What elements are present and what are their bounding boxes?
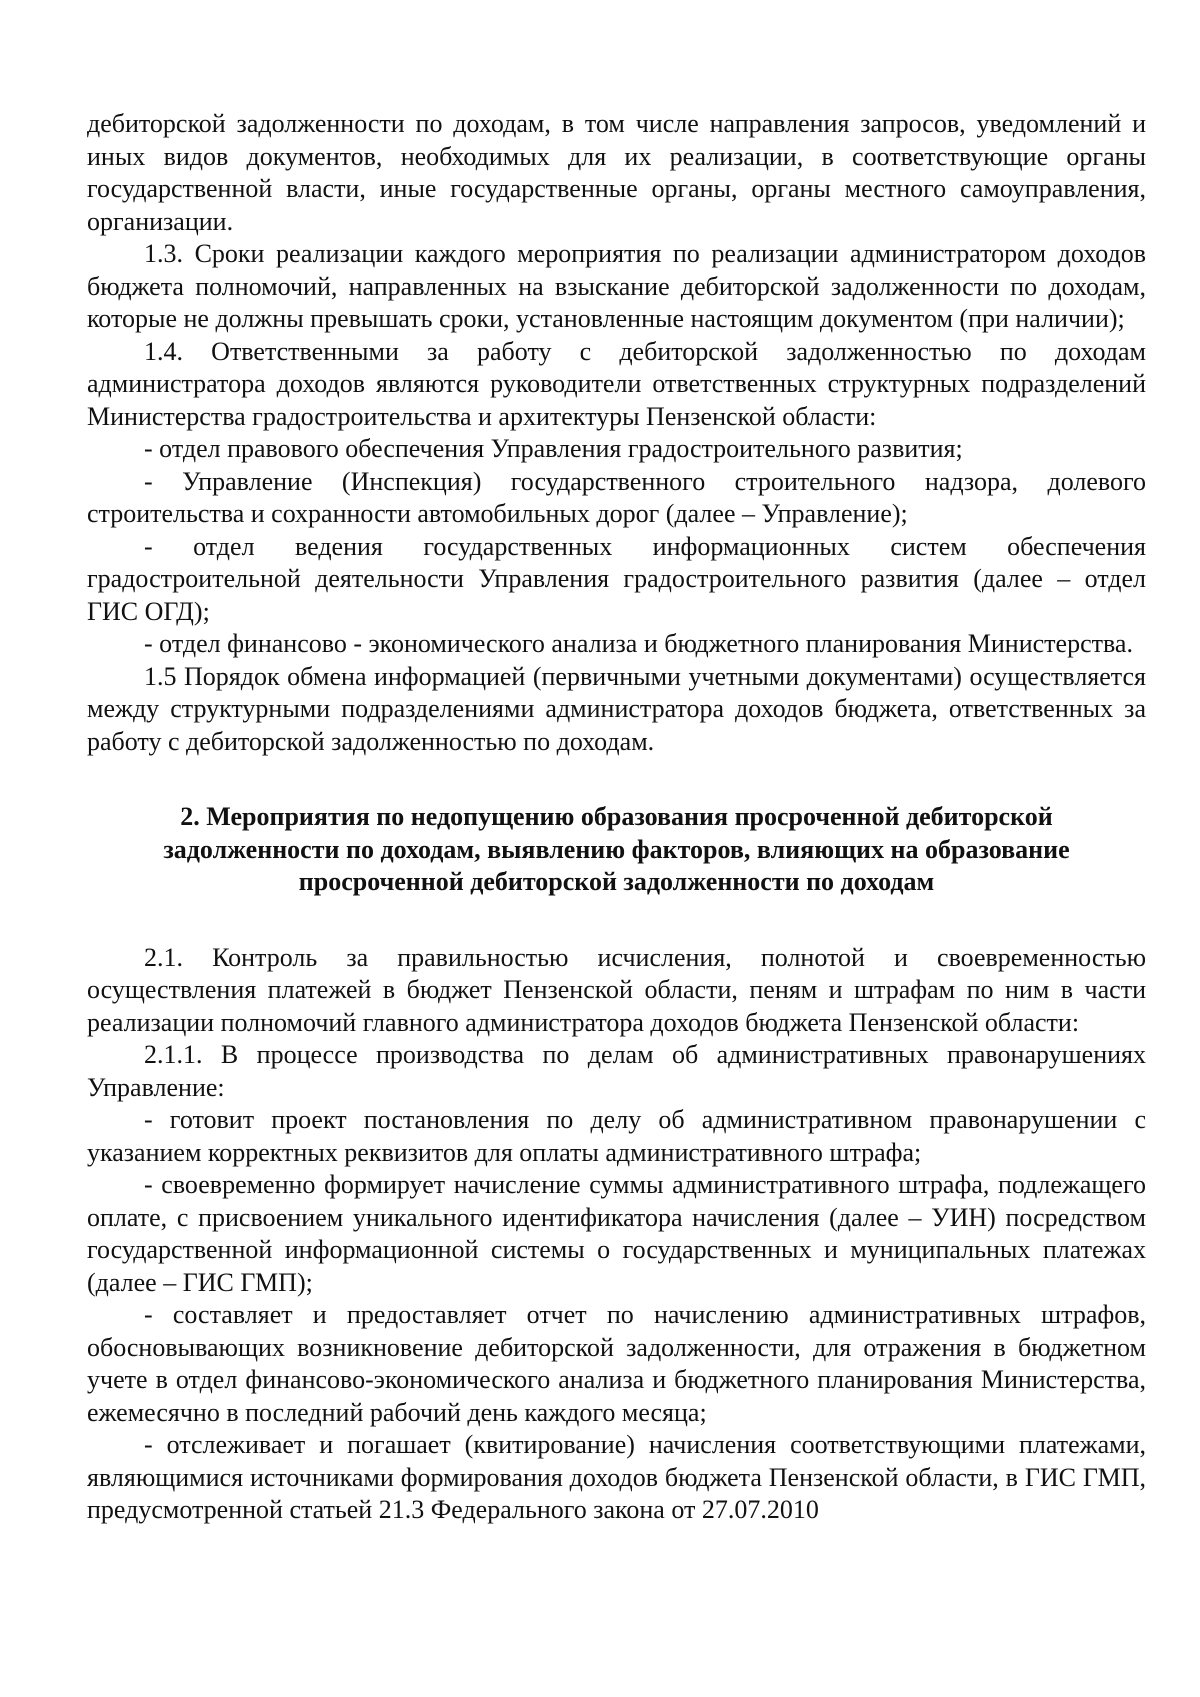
list-item-finance-department: - отдел финансово - экономического анализа и бюджетного планирования Министерства. (144, 629, 1133, 658)
list-item-gis-department: - отдел ведения государственных информационных систем обеспечения градостроительной деятельности Управления градостроительного развития (далее – отдел ГИС ОГД); (87, 531, 1146, 626)
list-item-forms-accrual: - своевременно формирует начисление суммы административного штрафа, подлежащего оплате, с присвоением уникального идентификатора начисления (далее – УИН) посредством государственной информационной системы о государственных и муниципальных платежах (далее – ГИС ГМП); (87, 1170, 1146, 1297)
list-item-report: - составляет и предоставляет отчет по начислению административных штрафов, обосновывающих возникновение дебиторской задолженности, для отражения в бюджетном учете в отдел финансово-экономического анализа и бюджетного планирования Министерства, ежемесячно в последний рабочий день каждого месяца; (87, 1300, 1146, 1427)
list-item-tracks-payments: - отслеживает и погашает (квитирование) начисления соответствующими платежами, являющимися источниками формирования доходов бюджета Пензенской области, в ГИС ГМП, предусмотренной статьей 21.3 Федерального закона от 27.07.2010 (87, 1430, 1146, 1524)
paragraph-1-4: 1.4. Ответственными за работу с дебиторской задолженностью по доходам администратора доходов являются руководители ответственных структурных подразделений Министерства градостроительства и архитектуры Пензенской области: (87, 336, 1146, 431)
list-item-prepares-resolution: - готовит проект постановления по делу об административном правонарушении с указанием корректных реквизитов для оплаты административного штрафа; (87, 1105, 1146, 1167)
paragraph-2-1: 2.1. Контроль за правильностью исчисления, полнотой и своевременностью осуществления платежей в бюджет Пензенской области, пеням и штрафам по ним в части реализации полномочий главного администратора доходов бюджета Пензенской области: (87, 942, 1146, 1037)
list-item-legal-department: - отдел правового обеспечения Управления градостроительного развития; (144, 434, 963, 463)
list-item-inspection: - Управление (Инспекция) государственного строительного надзора, долевого строительства и сохранности автомобильных дорог (далее – Управление); (87, 466, 1146, 528)
paragraph-continuation: дебиторской задолженности по доходам, в том числе направления запросов, уведомлений и иных видов документов, необходимых для их реализации, в соответствующие органы государственной власти, иные государственные органы, органы местного самоуправления, организации. (87, 109, 1146, 236)
spacer (87, 899, 1146, 942)
section-2-heading: 2. Мероприятия по недопущению образования просроченной дебиторской задолженности по доходам, выявлению факторов, влияющих на образование просроченной дебиторской задолженности по доходам (163, 802, 1070, 896)
paragraph-1-3: 1.3. Сроки реализации каждого мероприятия по реализации администратором доходов бюджета полномочий, направленных на взыскание дебиторской задолженности по доходам, которые не должны превышать сроки, установленные настоящим документом (при наличии); (87, 239, 1146, 333)
paragraph-2-1-1: 2.1.1. В процессе производства по делам об административных правонарушениях Управление: (87, 1040, 1146, 1102)
document-page (87, 108, 1146, 1527)
paragraph-1-5: 1.5 Порядок обмена информацией (первичными учетными документами) осуществляется между структурными подразделениями администратора доходов бюджета, ответственных за работу с дебиторской задолженностью по доходам. (87, 661, 1146, 756)
spacer (87, 758, 1146, 801)
